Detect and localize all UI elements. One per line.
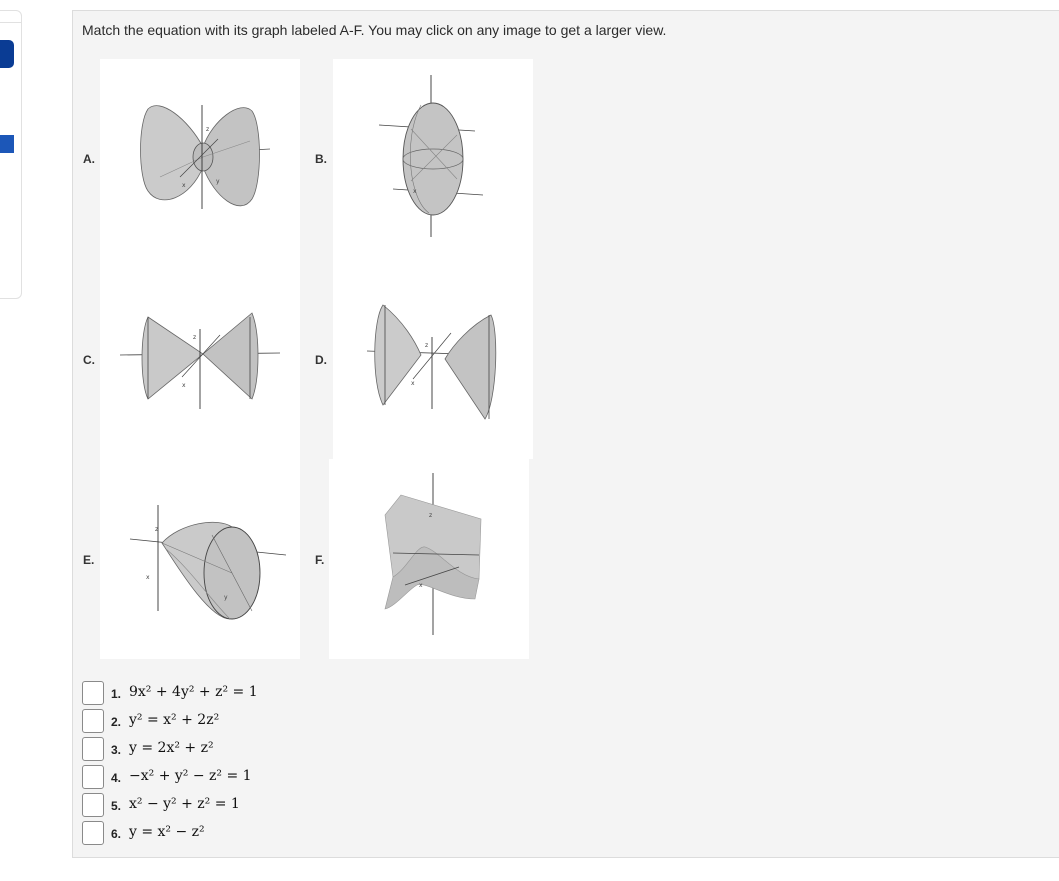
graph-label-c: C. xyxy=(83,353,95,367)
graph-image-d[interactable] xyxy=(333,259,533,459)
answer-equation: 9x² + 4y² + z² = 1 xyxy=(129,684,258,700)
answer-equation: x² − y² + z² = 1 xyxy=(129,796,240,812)
axis-label-x: x xyxy=(182,382,186,389)
side-divider xyxy=(0,11,21,23)
side-nav-button[interactable] xyxy=(0,40,14,68)
answer-input-2[interactable] xyxy=(82,709,104,733)
axis-label-x: x xyxy=(146,574,150,581)
graph-image-e[interactable] xyxy=(100,459,300,659)
axis-label-x: x xyxy=(411,380,415,387)
question-prompt: Match the equation with its graph labeled A-F. You may click on any image to get a larger view. xyxy=(82,22,667,38)
graph-image-f[interactable] xyxy=(329,459,529,659)
axis-label-z: z xyxy=(193,334,197,341)
answer-input-6[interactable] xyxy=(82,821,104,845)
graph-label-b: B. xyxy=(315,152,327,166)
answer-input-3[interactable] xyxy=(82,737,104,761)
answer-number: 2. xyxy=(111,715,122,729)
graph-label-f: F. xyxy=(315,553,325,567)
side-nav-marker[interactable] xyxy=(0,135,14,153)
answer-equation: y = x² − z² xyxy=(129,824,205,840)
graph-label-d: D. xyxy=(315,353,327,367)
axis-label-z: z xyxy=(206,126,210,133)
graph-image-a[interactable] xyxy=(100,59,300,259)
graph-image-b[interactable] xyxy=(333,59,533,259)
answer-number: 6. xyxy=(111,827,122,841)
graph-label-a: A. xyxy=(83,152,95,166)
side-panel xyxy=(0,10,22,299)
axis-label-z: z xyxy=(425,342,429,349)
answer-equation: y² = x² + 2z² xyxy=(129,712,220,728)
answer-number: 1. xyxy=(111,687,122,701)
axis-label-x: x xyxy=(182,182,186,189)
graph-label-e: E. xyxy=(83,553,95,567)
axis-label-y: y xyxy=(216,178,220,185)
question-panel xyxy=(72,10,1059,858)
axis-label-z: z xyxy=(429,512,433,519)
answer-equation: y = 2x² + z² xyxy=(129,740,214,756)
answer-equation: −x² + y² − z² = 1 xyxy=(129,768,252,784)
answer-number: 4. xyxy=(111,771,122,785)
axis-label-y: y xyxy=(224,594,228,601)
answer-number: 5. xyxy=(111,799,122,813)
answer-number: 3. xyxy=(111,743,122,757)
axis-label-x: x xyxy=(419,582,423,589)
axis-label-z: z xyxy=(155,526,159,533)
answer-input-1[interactable] xyxy=(82,681,104,705)
answer-input-5[interactable] xyxy=(82,793,104,817)
axis-label-x: x xyxy=(413,188,417,195)
graph-image-c[interactable] xyxy=(100,259,300,459)
answer-input-4[interactable] xyxy=(82,765,104,789)
